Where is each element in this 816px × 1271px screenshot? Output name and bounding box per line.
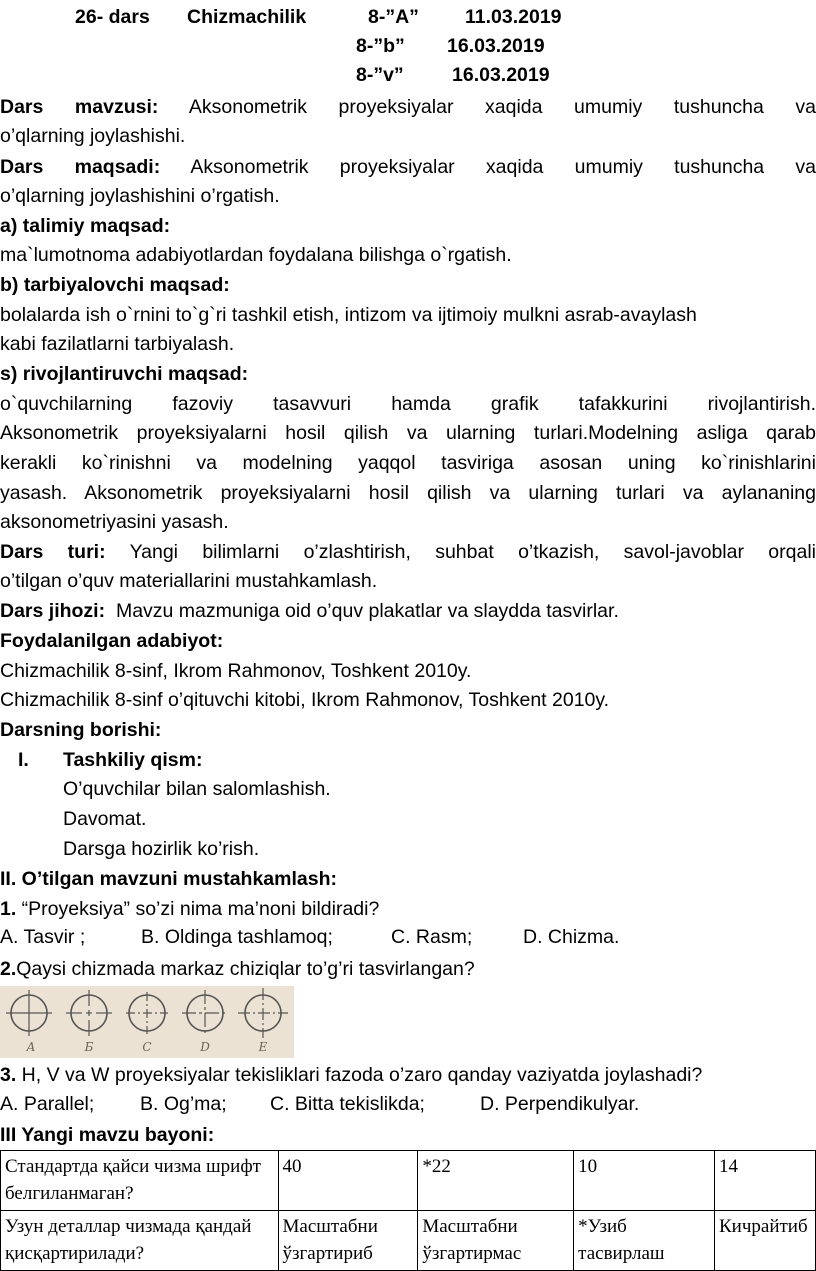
q3-number: 3. xyxy=(0,1064,17,1086)
table-cell: Масштабни ўзгартириб xyxy=(278,1211,418,1271)
turi-line-1 xyxy=(0,538,816,567)
part3-title: III Yangi mavzu bayoni: xyxy=(0,1124,215,1146)
q2-letter-b: Б xyxy=(84,1040,94,1054)
q1-option-b: B. Oldinga tashlamoq; xyxy=(141,926,333,948)
table-cell: 10 xyxy=(574,1151,715,1211)
turi-label: Dars turi: xyxy=(0,541,106,563)
q2-letter-c: C xyxy=(142,1040,152,1054)
class-date-b: 16.03.2019 xyxy=(447,35,545,57)
q3-option-a: A. Parallel; xyxy=(0,1093,95,1115)
tarbiyalovchi-text-1: bolalarda ish o`rnini to`g`ri tashkil etish, intizom va ijtimoiy mulkni asrab-avaylash xyxy=(0,304,697,326)
lesson-number: 26- dars xyxy=(75,6,150,28)
talimiy-text: ma`lumotnoma adabiyotlardan foydalana bilishga o`rgatish. xyxy=(0,244,512,266)
part1-item-1: O’quvchilar bilan salomlashish. xyxy=(63,778,331,800)
jihozi-text: Mavzu mazmuniga oid o’quv plakatlar va slaydda tasvirlar. xyxy=(115,600,619,622)
q2-figure-b xyxy=(60,986,118,1058)
jihozi-label: Dars jihozi: xyxy=(0,600,106,622)
rivojlantiruvchi-line-2: Aksonometrik proyeksiyalarni hosil qilish va ularning turlari.Modelning asliga qarab xyxy=(0,422,816,444)
q3-option-b: B. Og’ma; xyxy=(140,1093,227,1115)
q2-text: Qaysi chizmada markaz chiziqlar to’g’ri tasvirlangan? xyxy=(16,958,475,980)
table-cell: *22 xyxy=(418,1151,574,1211)
table-cell: 14 xyxy=(714,1151,815,1211)
mavzu-line-1 xyxy=(0,93,816,122)
table-row xyxy=(1,1151,816,1211)
adabiyot-item-2: Chizmachilik 8-sinf o’qituvchi kitobi, Ikrom Rahmonov, Toshkent 2010y. xyxy=(0,689,610,711)
quiz-table xyxy=(0,1150,816,1271)
table-cell: 40 xyxy=(278,1151,418,1211)
maqsad-text-2: o’qlarning joylashishini o’rgatish. xyxy=(0,185,280,207)
adabiyot-label: Foydalanilgan adabiyot: xyxy=(0,630,224,652)
q2-figure-e xyxy=(234,986,292,1058)
table-cell: Стандартда қайси чизма шрифт белгиланмаган? xyxy=(1,1151,279,1211)
tarbiyalovchi-label: b) tarbiyalovchi maqsad: xyxy=(0,274,230,296)
q2-letter-e: E xyxy=(258,1040,268,1054)
talimiy-label: a) talimiy maqsad: xyxy=(0,215,171,237)
class-label-b: 8-”b” xyxy=(356,35,405,57)
q3-option-d: D. Perpendikulyar. xyxy=(480,1093,640,1115)
part1-number: I. xyxy=(18,749,29,771)
mavzu-label: Dars mavzusi: xyxy=(0,96,159,118)
q2-line xyxy=(0,955,816,984)
class-label-v: 8-”v” xyxy=(356,64,404,86)
q2-letter-d: D xyxy=(200,1040,210,1054)
part1-title: Tashkiliy qism: xyxy=(63,749,203,771)
rivojlantiruvchi-line-1: o`quvchilarning fazoviy tasavvuri hamda grafik tafakkurini rivojlantirish. xyxy=(0,393,816,415)
part1-item-3: Darsga hozirlik ko’rish. xyxy=(63,838,260,860)
q1-text: “Proyeksiya” so’zi nima ma’noni bildiradi? xyxy=(16,898,380,920)
q2-letter-a: A xyxy=(26,1040,36,1054)
rivojlantiruvchi-line-4: yasash. Aksonometrik proyeksiyalarni hosil qilish va ularning turlari va aylananing xyxy=(0,482,816,504)
q3-line xyxy=(0,1061,816,1090)
q1-option-a: A. Tasvir ; xyxy=(0,926,86,948)
rivojlantiruvchi-line-3: kerakli ko`rinishni va modelning yaqqol tasviriga asosan uning ko`rinishlarini xyxy=(0,452,816,474)
rivojlantiruvchi-label: s) rivojlantiruvchi maqsad: xyxy=(0,363,249,385)
maqsad-text-1: Aksonometrik proyeksiyalar xaqida umumiy tushuncha va xyxy=(190,156,816,178)
q1-number: 1. xyxy=(0,898,17,920)
tarbiyalovchi-text-2: kabi fazilatlarni tarbiyalash. xyxy=(0,333,235,355)
class-date-a: 11.03.2019 xyxy=(465,6,562,28)
table-cell: Узун деталлар чизмада қандай қисқартирилади? xyxy=(1,1211,279,1271)
q2-figure-d xyxy=(176,986,234,1058)
mavzu-text-1: Aksonometrik proyeksiyalar xaqida umumiy tushuncha va xyxy=(188,96,816,118)
turi-text-1: Yangi bilimlarni o’zlashtirish, suhbat o’tkazish, savol-javoblar orqali xyxy=(129,541,816,563)
q2-figure xyxy=(0,986,294,1058)
table-cell: Кичрайтиб xyxy=(714,1211,815,1271)
table-row xyxy=(1,1211,816,1271)
part1-item-2: Davomat. xyxy=(63,808,147,830)
q1-option-c: C. Rasm; xyxy=(391,926,473,948)
maqsad-line-1 xyxy=(0,153,816,182)
turi-text-2: o’tilgan o’quv materiallarini mustahkamlash. xyxy=(0,570,378,592)
q2-figure-c xyxy=(118,986,176,1058)
table-cell: Масштабни ўзгартирмас xyxy=(418,1211,574,1271)
subject-name: Chizmachilik xyxy=(187,6,307,28)
table-cell: *Узиб тасвирлаш xyxy=(574,1211,715,1271)
q1-line xyxy=(0,895,816,924)
class-date-v: 16.03.2019 xyxy=(452,64,550,86)
q3-option-c: C. Bitta tekislikda; xyxy=(270,1093,425,1115)
maqsad-label: Dars maqsadi: xyxy=(0,156,161,178)
borishi-label: Darsning borishi: xyxy=(0,719,162,741)
jihozi-line xyxy=(0,597,816,626)
rivojlantiruvchi-line-5: aksonometriyasini yasash. xyxy=(0,511,229,533)
adabiyot-item-1: Chizmachilik 8-sinf, Ikrom Rahmonov, Toshkent 2010y. xyxy=(0,660,472,682)
q2-number: 2. xyxy=(0,958,17,980)
class-label-a: 8-”A” xyxy=(368,6,419,28)
q1-option-d: D. Chizma. xyxy=(523,926,620,948)
part2-title: II. O’tilgan mavzuni mustahkamlash: xyxy=(0,868,337,890)
mavzu-text-2: o’qlarning joylashishi. xyxy=(0,125,186,147)
q3-text: H, V va W proyeksiyalar tekisliklari fazoda o’zaro qanday vaziyatda joylashadi? xyxy=(16,1064,703,1086)
q2-figure-a xyxy=(2,986,60,1058)
